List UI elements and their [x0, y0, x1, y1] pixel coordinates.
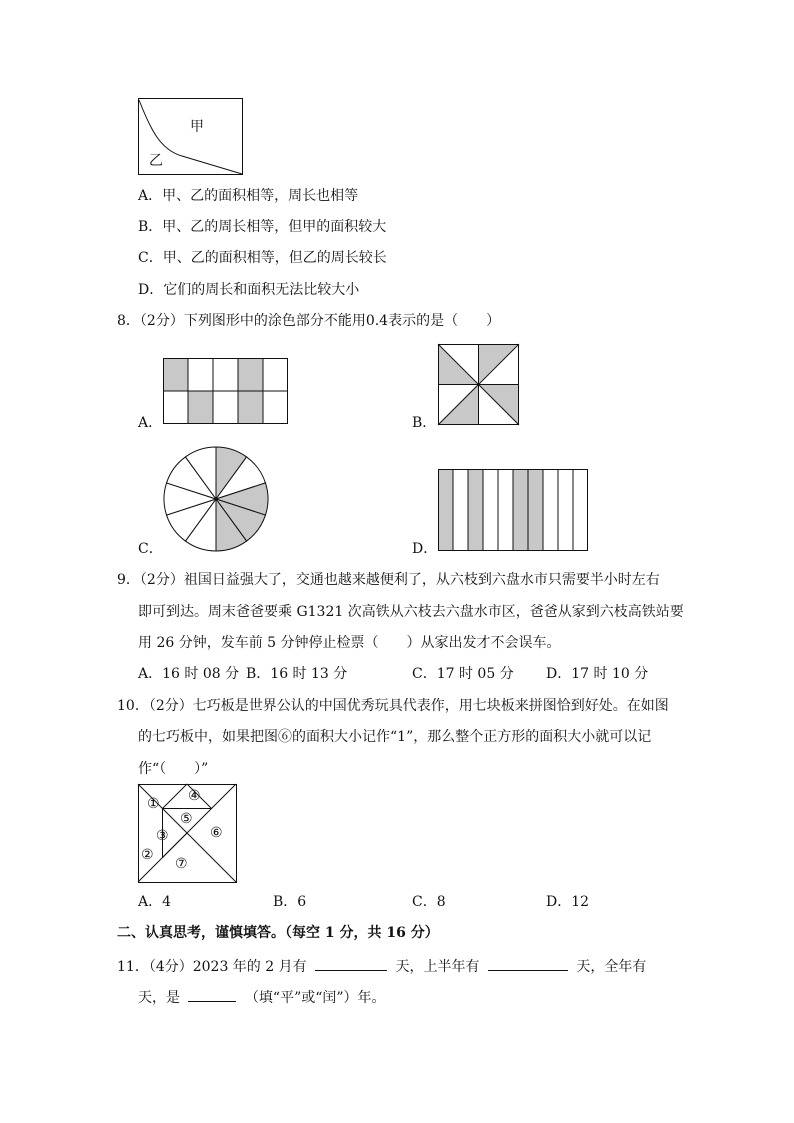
- tangram-piece-6: ⑥: [210, 825, 223, 841]
- q8d-shaded-strip: [528, 469, 543, 551]
- q8b-shaded-triangle: [438, 384, 478, 424]
- q11-text-2: 天，上半年有: [395, 959, 480, 975]
- q8d-shaded-strip: [468, 469, 483, 551]
- q10-stem-line-3: 作“（ ）”: [138, 761, 209, 777]
- tangram-piece-1: ①: [147, 796, 160, 812]
- q11-line-1: [117, 956, 646, 976]
- q11-blank-3[interactable]: [188, 987, 236, 1002]
- q7-option-c[interactable]: C．甲、乙的面积相等，但乙的周长较长: [138, 250, 387, 266]
- q8a-shaded-cell: [238, 358, 263, 391]
- q8b-shaded-triangle: [478, 344, 518, 384]
- section-2-title: 二、认真思考，谨慎填答。（每空 1 分，共 16 分）: [117, 925, 439, 941]
- q10-option-c[interactable]: C．8: [412, 894, 446, 910]
- q9-stem-line-1: 9．（2分）祖国日益强大了，交通也越来越便利了，从六枝到六盘水市只需要半小时左右: [117, 572, 660, 588]
- q8d-shaded-strip: [513, 469, 528, 551]
- tangram-piece-2: ②: [141, 847, 154, 863]
- tangram-piece-3: ③: [156, 828, 169, 844]
- q11-line-2: [138, 987, 386, 1007]
- tangram-piece-7: ⑦: [175, 856, 188, 872]
- q9-option-a[interactable]: A．16 时 08 分: [138, 666, 240, 682]
- q7-label-jia: 甲: [190, 119, 204, 135]
- q11-blank-2[interactable]: [488, 956, 568, 971]
- q7-label-yi: 乙: [149, 153, 163, 169]
- q10-stem-line-1: 10．（2分）七巧板是世界公认的中国优秀玩具代表作，用七块板来拼图恰到好处。在如图: [117, 698, 669, 714]
- q11-text-5: （填“平”或“闰”）年。: [244, 990, 386, 1006]
- q8-label-b: B．: [412, 415, 437, 431]
- q9-option-d[interactable]: D．17 时 10 分: [546, 666, 649, 682]
- q11-blank-1[interactable]: [315, 956, 387, 971]
- q7-option-a[interactable]: A．甲、乙的面积相等，周长也相等: [138, 188, 359, 204]
- q10-option-d[interactable]: D．12: [546, 894, 590, 910]
- q11-text-4: 天，是: [138, 990, 180, 1006]
- q7-option-b[interactable]: B．甲、乙的周长相等，但甲的面积较大: [138, 219, 387, 235]
- q8-label-d: D．: [412, 541, 438, 557]
- q7-option-d[interactable]: D．它们的周长和面积无法比较大小: [138, 282, 360, 298]
- q8-figure-b[interactable]: [438, 344, 520, 426]
- tangram-piece-5: ⑤: [180, 811, 193, 827]
- q10-option-b[interactable]: B．6: [273, 894, 307, 910]
- q8-figure-a[interactable]: [163, 358, 289, 426]
- q8a-shaded-cell: [188, 391, 213, 424]
- q9-stem-line-3: 用 26 分钟，发车前 5 分钟停止检票（ ）从家出发才不会误车。: [138, 635, 561, 651]
- q8-figure-d[interactable]: [438, 469, 588, 553]
- q9-option-b[interactable]: B．16 时 13 分: [246, 666, 348, 682]
- q9-stem-line-2: 即可到达。周末爸爸要乘 G1321 次高铁从六枝去六盘水市区，爸爸从家到六枝高铁站要: [138, 604, 684, 620]
- q10-stem-line-2: 的七巧板中，如果把图⑥的面积大小记作“1”，那么整个正方形的面积大小就可以记: [138, 729, 652, 745]
- q8-stem: 8．（2分）下列图形中的涂色部分不能用0.4表示的是（ ）: [117, 313, 501, 329]
- q8-label-c: C．: [138, 541, 163, 557]
- q8a-shaded-cell: [163, 358, 188, 391]
- q11-text-1: 11．（4分）2023 年的 2 月有: [117, 959, 307, 975]
- q8-label-a: A．: [138, 415, 163, 431]
- q8a-shaded-cell: [238, 391, 263, 424]
- q8d-shaded-strip: [438, 469, 453, 551]
- q9-option-c[interactable]: C．17 时 05 分: [412, 666, 514, 682]
- q8-figure-c[interactable]: [163, 446, 269, 552]
- q11-text-3: 天，全年有: [576, 959, 647, 975]
- tangram-piece-4: ④: [188, 788, 201, 804]
- q10-option-a[interactable]: A．4: [138, 894, 172, 910]
